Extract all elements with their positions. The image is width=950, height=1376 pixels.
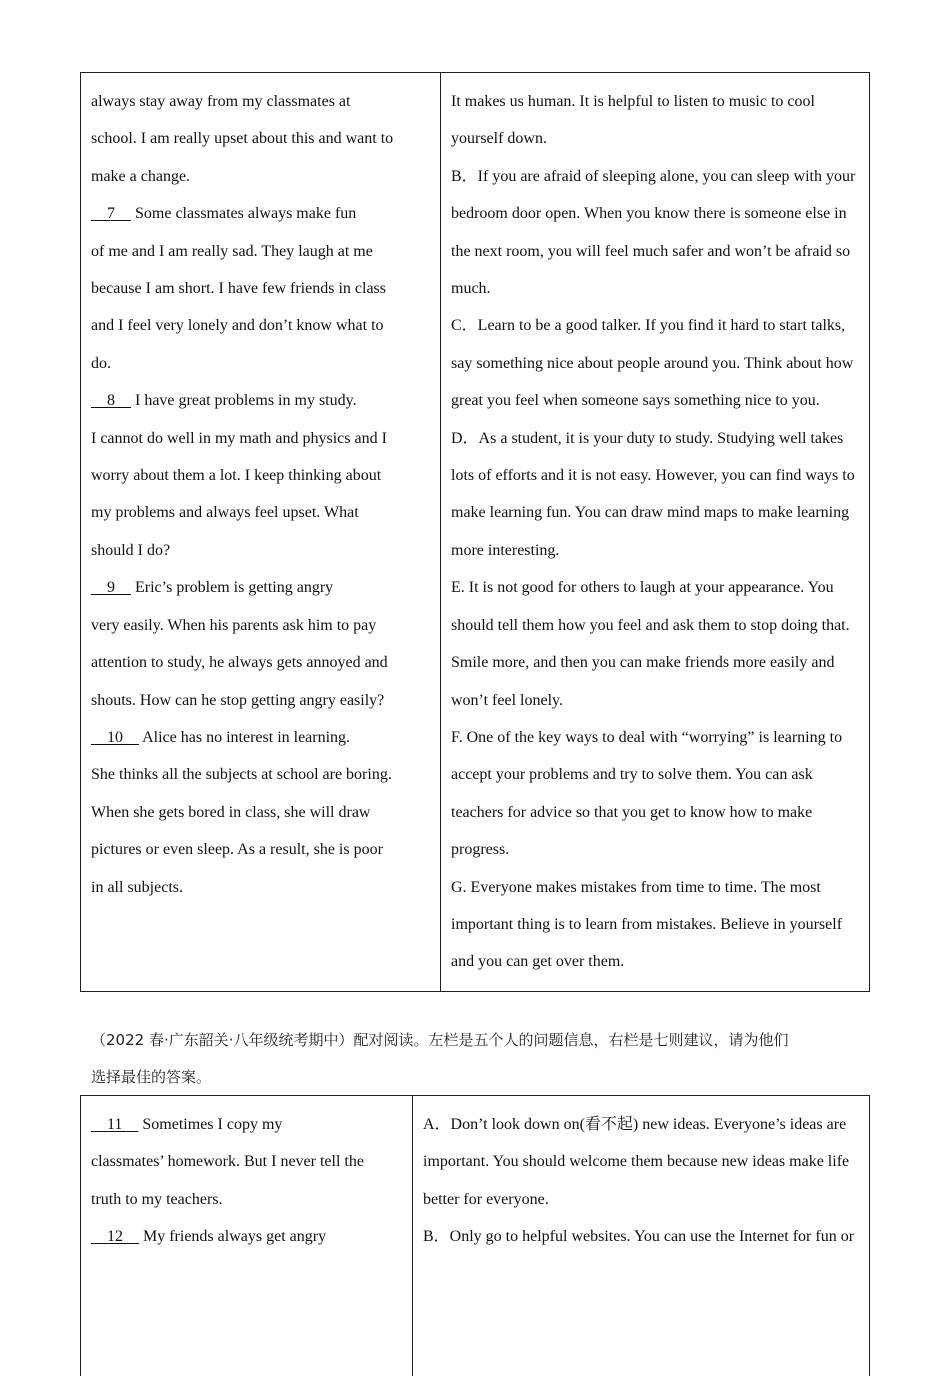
question-line <box>91 719 431 756</box>
advice-text-line: yourself down. <box>451 120 860 157</box>
problem-text: make a change. <box>91 168 190 185</box>
intro-line-1: （2022 春·广东韶关·八年级统考期中）配对阅读。左栏是五个人的问题信息，右栏是七则建议，请为他们 <box>91 1022 871 1059</box>
advice-text-line: much. <box>451 270 860 307</box>
problem-text: When she gets bored in class, she will draw <box>91 804 370 821</box>
advice-text-line: important. You should welcome them because new ideas make life <box>423 1143 860 1180</box>
problem-text: worry about them a lot. I keep thinking about <box>91 467 381 484</box>
problem-text-line <box>91 83 431 120</box>
advice-text-line: lots of efforts and it is not easy. However, you can find ways to <box>451 457 860 494</box>
advice-text-line: teachers for advice so that you get to know how to make <box>451 794 860 831</box>
problem-text: I cannot do well in my math and physics and I <box>91 430 387 447</box>
advice-text-line: progress. <box>451 831 860 868</box>
intro-line-2: 选择最佳的答案。 <box>91 1059 871 1096</box>
question-line <box>91 195 431 232</box>
answer-blank[interactable]: 10 <box>91 729 139 746</box>
advice-text-line: won’t feel lonely. <box>451 682 860 719</box>
problem-text: always stay away from my classmates at <box>91 93 350 110</box>
problem-text: shouts. How can he stop getting angry easily? <box>91 692 384 709</box>
problem-text-line <box>91 233 431 270</box>
advice-column <box>413 1096 870 1376</box>
problem-text: my problems and always feel upset. What <box>91 504 359 521</box>
problem-text-line <box>91 158 431 195</box>
problem-text: truth to my teachers. <box>91 1191 223 1208</box>
problem-text-line <box>91 420 431 457</box>
problem-text: pictures or even sleep. As a result, she is poor <box>91 841 383 858</box>
problem-text-line <box>91 831 431 868</box>
advice-text-line: better for everyone. <box>423 1181 860 1218</box>
question-line <box>91 569 431 606</box>
answer-blank[interactable]: 12 <box>91 1228 139 1245</box>
problem-text-line <box>91 869 431 906</box>
problem-text-line <box>91 644 431 681</box>
answer-blank[interactable]: 8 <box>91 392 131 409</box>
problem-text-line <box>91 120 431 157</box>
problem-text: do. <box>91 355 111 372</box>
advice-text-line: F. One of the key ways to deal with “worrying” is learning to <box>451 719 860 756</box>
problem-text: of me and I am really sad. They laugh at me <box>91 243 373 260</box>
answer-blank[interactable]: 11 <box>91 1116 138 1133</box>
problem-text: Some classmates always make fun <box>131 205 356 222</box>
problem-text: and I feel very lonely and don’t know what to <box>91 317 384 334</box>
advice-text-line: G. Everyone makes mistakes from time to time. The most <box>451 869 860 906</box>
problem-text-line <box>91 270 431 307</box>
question-line <box>91 1106 403 1143</box>
problem-text-line <box>91 307 431 344</box>
advice-text-line: A．Don’t look down on(看不起) new ideas. Everyone’s ideas are <box>423 1106 860 1143</box>
problem-text-line <box>91 607 431 644</box>
advice-text-line: C．Learn to be a good talker. If you find it hard to start talks, <box>451 307 860 344</box>
advice-text-line: great you feel when someone says something nice to you. <box>451 382 860 419</box>
question-line <box>91 382 431 419</box>
problems-column <box>81 73 441 992</box>
problem-text-line <box>91 756 431 793</box>
advice-text-line: say something nice about people around you. Think about how <box>451 345 860 382</box>
problem-text: should I do? <box>91 542 170 559</box>
problem-text: in all subjects. <box>91 879 183 896</box>
answer-blank[interactable]: 9 <box>91 579 131 596</box>
problem-text: very easily. When his parents ask him to pay <box>91 617 376 634</box>
problem-text-line <box>91 457 431 494</box>
advice-text-line: make learning fun. You can draw mind maps to make learning <box>451 494 860 531</box>
problem-text-line <box>91 494 431 531</box>
advice-text-line: and you can get over them. <box>451 943 860 980</box>
advice-text-line: accept your problems and try to solve them. You can ask <box>451 756 860 793</box>
advice-text-line: bedroom door open. When you know there is someone else in <box>451 195 860 232</box>
problem-text: I have great problems in my study. <box>131 392 357 409</box>
section-intro <box>91 1022 871 1096</box>
problem-text: Eric’s problem is getting angry <box>131 579 333 596</box>
problem-text: school. I am really upset about this and want to <box>91 130 393 147</box>
problem-text: classmates’ homework. But I never tell the <box>91 1153 364 1170</box>
problem-text: She thinks all the subjects at school are boring. <box>91 766 392 783</box>
matching-table-2 <box>80 1095 870 1376</box>
question-line <box>91 1218 403 1255</box>
problem-text: My friends always get angry <box>139 1228 326 1245</box>
advice-text-line: important thing is to learn from mistakes. Believe in yourself <box>451 906 860 943</box>
advice-text-line: the next room, you will feel much safer and won’t be afraid so <box>451 233 860 270</box>
problem-text-line <box>91 682 431 719</box>
advice-text-line: It makes us human. It is helpful to listen to music to cool <box>451 83 860 120</box>
problem-text: Sometimes I copy my <box>138 1116 282 1133</box>
problem-text-line <box>91 345 431 382</box>
advice-text-line: should tell them how you feel and ask them to stop doing that. <box>451 607 860 644</box>
problem-text: attention to study, he always gets annoyed and <box>91 654 388 671</box>
problem-text: Alice has no interest in learning. <box>139 729 350 746</box>
problem-text-line <box>91 532 431 569</box>
problem-text-line <box>91 1143 403 1180</box>
advice-text-line: E. It is not good for others to laugh at your appearance. You <box>451 569 860 606</box>
problem-text-line <box>91 794 431 831</box>
advice-text-line: B．Only go to helpful websites. You can use the Internet for fun or <box>423 1218 860 1255</box>
advice-column <box>441 73 870 992</box>
advice-text-line: Smile more, and then you can make friends more easily and <box>451 644 860 681</box>
answer-blank[interactable]: 7 <box>91 205 131 222</box>
advice-text-line: B．If you are afraid of sleeping alone, you can sleep with your <box>451 158 860 195</box>
problem-text-line <box>91 1181 403 1218</box>
problem-text: because I am short. I have few friends in class <box>91 280 386 297</box>
advice-text-line: D．As a student, it is your duty to study. Studying well takes <box>451 420 860 457</box>
advice-text-line: more interesting. <box>451 532 860 569</box>
matching-table-1 <box>80 72 870 992</box>
problems-column <box>81 1096 413 1376</box>
